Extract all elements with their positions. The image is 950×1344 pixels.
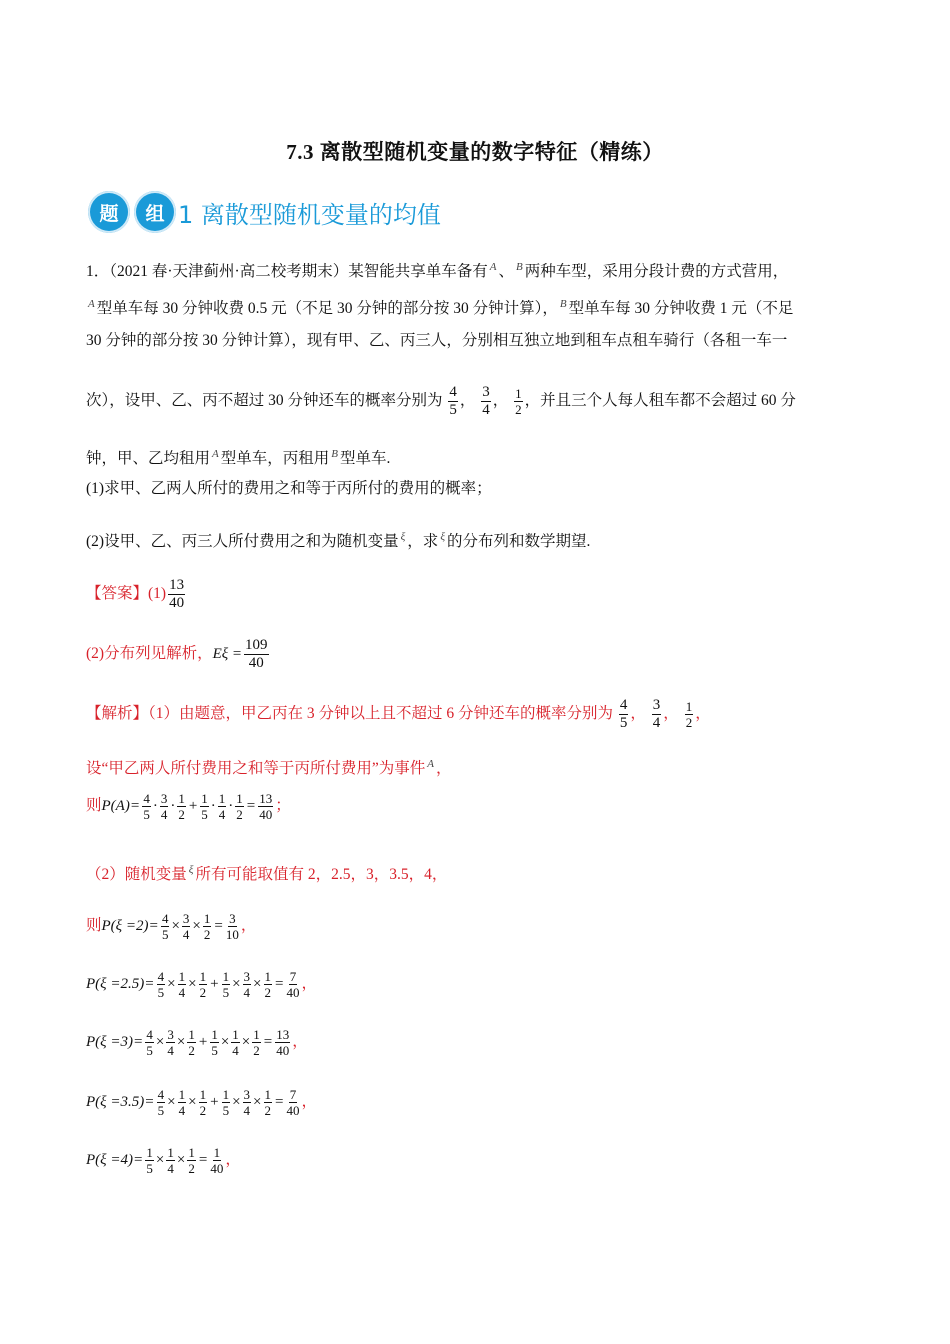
answer-2-fraction [244,637,269,672]
question-1: (1)求甲、乙两人所付的费用之和等于丙所付的费用的概率； [86,480,492,497]
text-span: 5 [157,1102,165,1118]
text-span: 所有可能取值有 2，2.5，3，3.5，4， [195,866,448,883]
text-span: 的分布列和数学期望. [447,533,591,550]
text-span: ξ [188,864,194,876]
problem-line-3: 30 分钟的部分按 30 分钟计算），现有甲、乙、丙三人，分别相互独立地到租车点租车骑行（各租一车一 [86,332,788,349]
text-span: 1 [199,968,207,984]
text-span: 1 [222,968,230,984]
text-span: P(ξ =3) [86,1034,133,1050]
fraction [264,969,273,1000]
text-span: 型单车每 30 分钟收费 1 元（不足 [568,300,794,317]
fraction-3-4 [481,384,491,419]
fraction [178,969,187,1000]
text-span: ； [275,797,291,814]
text-span: 型单车每 30 分钟收费 0.5 元（不足 30 分钟的部分按 30 分钟计算）， [96,300,558,317]
solution-p35: P(ξ =3.5) = $\frac{4}{5}$ × $\frac{1}{4}$ × $\frac{1}{2}$ + $\frac{1}{5}$ × $\frac{3}{4}$ × $\frac{1}{2}$ = $\frac{7}{40}$ ， [86,1080,317,1124]
text-span: 40 [259,806,273,822]
text-span: (2)分布列见解析， [86,645,213,662]
text-span: 则 [86,797,102,814]
text-span: 1 [167,1144,174,1160]
group-badge-zu: 组 [134,191,176,233]
solution-line-1 [86,692,711,736]
text-span: P(ξ =4) [86,1152,133,1168]
fraction [226,911,239,942]
fraction [177,791,186,822]
text-span: 1 [178,1086,186,1102]
text-span: ， [292,1033,308,1050]
solution-p25: P(ξ =2.5) = $\frac{4}{5}$ × $\frac{1}{4}$ × $\frac{1}{2}$ + $\frac{1}{5}$ × $\frac{3}{4}$ × $\frac{1}{2}$ = $\frac{7}{40}$ ， [86,962,317,1006]
text-span: 1 [218,790,226,806]
text-span: 10 [225,926,239,942]
text-span: ， [459,392,476,409]
text-span: 2 [264,1102,272,1118]
problem-line-4 [86,378,796,424]
text-span: ， [663,705,679,722]
text-span: B [515,261,523,273]
answer-part-1 [86,572,187,616]
text-span: 4 [243,984,251,1000]
text-span: 3 [160,790,168,806]
text-span: 5 [211,1042,218,1058]
text-span: ，并且三个人每人租车都不会超过 60 分 [524,392,796,409]
text-span: 1 [515,385,522,401]
text-span: 1 [685,698,693,714]
text-span: 1 [264,968,272,984]
solution-line-2 [86,754,452,779]
text-span: 13 [259,790,273,806]
text-span: （2）随机变量 [86,866,187,883]
text-span: 1 [178,790,185,806]
text-span: 5 [161,926,169,942]
text-span: ， [492,392,509,409]
fraction [286,1087,299,1118]
text-span: ξ [440,531,446,543]
page-title: 7.3 离散型随机变量的数字特征（精练） [286,140,664,164]
text-span: 、 [498,263,514,280]
text-span: 2 [188,1042,195,1058]
text-span: Eξ = [212,646,243,662]
text-span: 7 [289,1086,297,1102]
text-span: 4 [143,790,150,806]
text-span: 109 [245,636,268,653]
text-span: 5 [222,1102,230,1118]
fraction [210,1145,223,1176]
fraction [187,1027,196,1058]
fraction [178,1087,187,1118]
text-span: 1 [232,1026,239,1042]
text-span: A [427,758,434,770]
text-span: 3 [167,1026,174,1042]
text-span: 4 [157,1086,165,1102]
text-span: ， [225,1151,241,1168]
text-span: 4 [160,806,168,822]
text-span: 7 [289,968,297,984]
text-span: 3 [243,1086,251,1102]
text-span: 2 [685,714,693,730]
text-span: 设“甲乙两人所付费用之和等于丙所付费用”为事件 [86,760,426,777]
text-span: 13 [169,576,185,593]
text-span: ，求 [407,533,439,550]
text-span: P(ξ =2) [101,918,149,934]
text-span: (1) [148,585,167,602]
text-span: 2 [515,401,522,417]
text-span: A [489,261,497,273]
text-span: 5 [619,714,628,731]
text-span: 2 [236,806,243,822]
problem-line-2 [86,294,793,319]
fraction [145,1145,154,1176]
text-span: 5 [143,806,150,822]
text-span: 1 [188,1144,195,1160]
text-span: 则 [86,917,102,934]
text-span: 4 [619,696,628,713]
text-span: 40 [286,984,300,1000]
fraction [199,1087,208,1118]
text-span: 1 [264,1086,272,1102]
fraction [210,1027,219,1058]
solution-line-4 [86,860,447,885]
problem-line-5 [86,444,390,469]
fraction [243,1087,252,1118]
text-span: 型单车. [340,450,391,467]
text-span: 5 [146,1160,153,1176]
text-span: 4 [167,1160,174,1176]
text-span: 2 [199,1102,207,1118]
fraction [258,791,273,822]
text-span: 5 [222,984,230,1000]
text-span: 两种车型，采用分段计费的方式营用， [524,263,789,280]
fraction-1-2 [514,386,523,417]
fraction [161,911,170,942]
text-span: 3 [182,910,190,926]
group-heading [88,190,441,234]
text-span: ， [436,760,452,777]
text-span: 1 [253,1026,260,1042]
text-span: 4 [161,910,169,926]
text-span: 4 [449,383,457,400]
text-span: 1 [211,1026,218,1042]
text-span: 1 [188,1026,195,1042]
fraction [203,911,212,942]
fraction [218,791,227,822]
text-span: 40 [286,1102,300,1118]
fraction [685,699,694,730]
text-span: 4 [178,984,186,1000]
fraction-4-5 [448,384,458,419]
text-span: ξ [400,531,406,543]
text-span: A [212,448,219,460]
text-span: P(A) [101,798,130,814]
fraction [157,1087,166,1118]
text-span: 1 [236,790,243,806]
group-badge-ti: 题 [88,191,130,233]
text-span: ， [630,705,646,722]
text-span: 40 [210,1160,224,1176]
text-span: 5 [449,401,457,418]
text-span: 4 [178,1102,186,1118]
text-span: 2 [264,984,272,1000]
fraction [231,1027,240,1058]
text-span: 3 [482,383,490,400]
text-span: 1 [199,1086,207,1102]
problem-line-1 [86,257,788,282]
answer-part-2 [86,632,271,676]
fraction [157,969,166,1000]
text-span: 1 [222,1086,230,1102]
text-span: 4 [182,926,190,942]
text-span: 4 [482,401,490,418]
text-span: 3 [243,968,251,984]
fraction [222,969,231,1000]
text-span: 1 [203,910,211,926]
text-span: 2 [188,1160,195,1176]
text-span: P(ξ =3.5) [86,1094,145,1110]
text-span: 1．（2021 春·天津蓟州·高二校考期末）某智能共享单车备有 [86,263,488,280]
solution-pa: 则 P(A) = $\frac{4}{5}$ · $\frac{3}{4}$ · $\frac{1}{2}$ + $\frac{1}{5}$ · $\frac{1}{4}$ · $\frac{1}{2}$ = $\frac{13}{40}$ ； [86,784,291,828]
fraction [199,969,208,1000]
text-span: 4 [243,1102,251,1118]
fraction [264,1087,273,1118]
text-span: 2 [199,984,207,1000]
fraction [252,1027,261,1058]
text-span: ， [240,917,257,934]
text-span: P(ξ =2.5) [86,976,145,992]
text-span: 5 [146,1042,153,1058]
text-span: ， [301,975,317,992]
text-span: 4 [218,806,226,822]
fraction [243,969,252,1000]
text-span: 40 [248,654,264,671]
text-span: 4 [167,1042,174,1058]
text-span: 2 [203,926,211,942]
text-span: 4 [232,1042,239,1058]
text-span: 1 [146,1144,153,1160]
fraction [166,1027,175,1058]
text-span: 4 [146,1026,153,1042]
text-span: 13 [276,1026,290,1042]
text-span: 3 [652,696,661,713]
text-span: 2 [253,1042,260,1058]
text-span: 40 [276,1042,290,1058]
group-title: 1 离散型随机变量的均值 [178,200,441,229]
solution-p3: P(ξ =3) = $\frac{4}{5}$ × $\frac{3}{4}$ × $\frac{1}{2}$ + $\frac{1}{5}$ × $\frac{1}{4}$ × $\frac{1}{2}$ = $\frac{13}{40}$ ， [86,1020,308,1064]
text-span: B [331,448,338,460]
fraction [187,1145,196,1176]
text-span: 40 [169,594,185,611]
text-span: 5 [201,806,208,822]
text-span: 4 [652,714,661,731]
fraction [142,791,151,822]
fraction [286,969,299,1000]
solution-p2: 则 P(ξ =2) = $\frac{4}{5}$ × $\frac{3}{4}$ × $\frac{1}{2}$ = $\frac{3}{10}$ ， [86,904,256,948]
text-span: 4 [157,968,165,984]
question-2 [86,527,590,552]
fraction [222,1087,231,1118]
text-span: 5 [157,984,165,1000]
fraction [235,791,244,822]
text-span: 【解析】 [86,705,149,722]
text-span: B [559,298,567,310]
text-span: 2 [178,806,185,822]
text-span: 3 [229,910,236,926]
fraction [275,1027,290,1058]
fraction [160,791,169,822]
text-span: ， [301,1093,317,1110]
text-span: 1 [201,790,208,806]
solution-p4: P(ξ =4) = $\frac{1}{5}$ × $\frac{1}{4}$ × $\frac{1}{2}$ = $\frac{1}{40}$ ， [86,1138,241,1182]
fraction [145,1027,154,1058]
text-span: ， [695,705,711,722]
text-span: 次），设甲、乙、丙不超过 30 分钟还车的概率分别为 [86,392,443,409]
fraction [200,791,209,822]
answer-1-fraction [168,577,185,612]
text-span: 【答案】 [86,585,149,602]
text-span: 钟，甲、乙均租用 [86,450,211,467]
fraction [619,697,629,732]
fraction [652,697,662,732]
text-span: 型单车，丙租用 [220,450,330,467]
text-span: A [88,298,95,310]
text-span: （1）由题意，甲乙丙在 3 分钟以上且不超过 6 分钟还车的概率分别为 [148,705,614,722]
text-span: (2)设甲、乙、丙三人所付费用之和为随机变量 [86,533,399,550]
fraction [182,911,191,942]
fraction [166,1145,175,1176]
text-span: 1 [213,1144,221,1160]
text-span: 1 [178,968,186,984]
